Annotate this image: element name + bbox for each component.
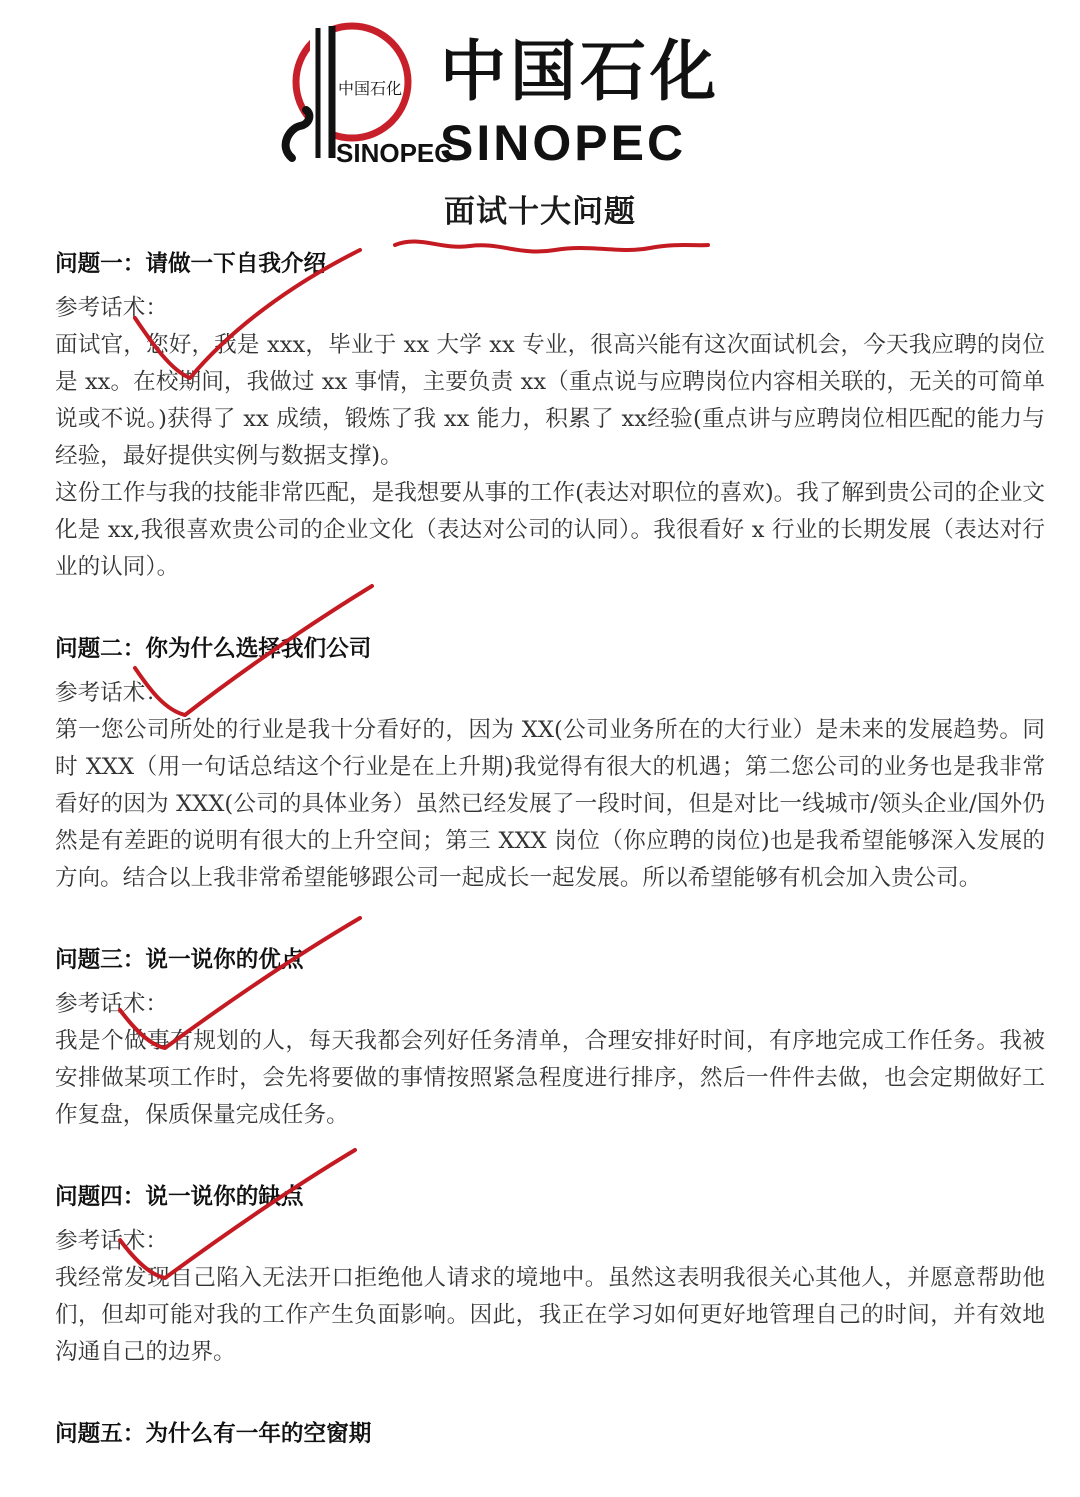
reference-label: 参考话术：: [55, 1228, 168, 1254]
brand-name-en: SINOPEC: [440, 115, 687, 171]
question-title: 问题二：你为什么选择我们公司: [55, 636, 372, 662]
answer-paragraph: 我经常发现自己陷入无法开口拒绝他人请求的境地中。虽然这表明我很关心其他人，并愿意帮助他们，但却可能对我的工作产生负面影响。因此，我正在学习如何更好地管理自己的时间，并有效地沟通自己的边界。: [55, 1265, 1045, 1365]
reference-label: 参考话术：: [55, 295, 168, 321]
answer-paragraph: 这份工作与我的技能非常匹配，是我想要从事的工作(表达对职位的喜欢)。我了解到贵公司的企业文化是 xx,我很喜欢贵公司的企业文化（表达对公司的认同）。我很看好 x 行业的长期发展（表达对行业的认同）。: [55, 480, 1045, 580]
question-title: 问题一：请做一下自我介绍: [55, 251, 327, 277]
question-section: [55, 934, 1045, 1134]
question-section: [55, 1171, 1045, 1371]
question-title: 问题五：为什么有一年的空窗期: [55, 1421, 372, 1447]
reference-label: 参考话术：: [55, 991, 168, 1017]
brand-header: [270, 18, 790, 171]
answer-paragraph: 我是个做事有规划的人，每天我都会列好任务清单，合理安排好时间，有序地完成工作任务。我被安排做某项工作时，会先将要做的事情按照紧急程度进行排序，然后一件件去做，也会定期做好工作复盘，保质保量完成任务。: [55, 1028, 1045, 1128]
question-section: [55, 1408, 1045, 1460]
question-title: 问题四：说一说你的缺点: [55, 1184, 304, 1210]
answer-paragraph: 第一您公司所处的行业是我十分看好的，因为 XX(公司业务所在的大行业）是未来的发展趋势。同时 XXX（用一句话总结这个行业是在上升期)我觉得有很大的机遇；第二您公司的业务也是我非常看好的因为 XXX(公司的具体业务）虽然已经发展了一段时间，但是对比一线城市/领头企业/国外仍然是有差距的说明有很大的上升空间；第三 XXX 岗位（你应聘的岗位)也是我希望能够深入发展的方向。结合以上我非常希望能够跟公司一起成长一起发展。所以希望能够有机会加入贵公司。: [55, 717, 1045, 891]
question-section: [55, 238, 1045, 586]
answer-paragraph: 面试官，您好，我是 xxx，毕业于 xx 大学 xx 专业，很高兴能有这次面试机会，今天我应聘的岗位是 xx。在校期间，我做过 xx 事情，主要负责 xx（重点说与应聘岗位内容相关联的，无关的可简单说或不说。)获得了 xx 成绩，锻炼了我 xx 能力，积累了 xx经验(重点讲与应聘岗位相匹配的能力与经验，最好提供实例与数据支撑)。: [55, 332, 1045, 469]
sinopec-logo-icon: [270, 18, 454, 168]
question-title: 问题三：说一说你的优点: [55, 947, 304, 973]
document-body: [55, 238, 1045, 1497]
reference-label: 参考话术：: [55, 680, 168, 706]
svg-text:中国石化: 中国石化: [338, 79, 403, 98]
brand-name-cn: 中国石化: [440, 32, 720, 110]
question-section: [55, 623, 1045, 897]
document-title: 面试十大问题: [444, 194, 636, 230]
svg-text:SINOPEC: SINOPEC: [336, 138, 454, 168]
